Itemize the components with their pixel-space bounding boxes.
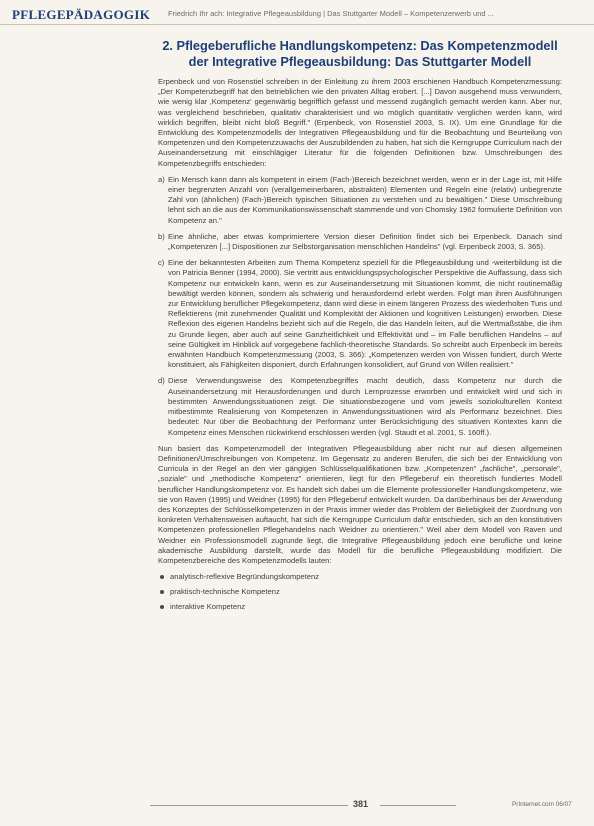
bullet-icon [160, 605, 164, 609]
article-body [158, 38, 562, 617]
bullet-text: praktisch-technische Kompetenz [170, 586, 280, 596]
definition-item-a [158, 175, 562, 226]
bullet-icon [160, 590, 164, 594]
list-item-text: Diese Verwendungsweise des Kompetenzbegriffes macht deutlich, dass Kompetenz nur durch die Auseinandersetzung mit Herausforderungen und durch Lernprozesse erworben und entwickelt wird und sich in bestimmten Anwendungssituationen zeigt. Die situationsbezogene und vom jeweils soziokulturellen Kontext mitbestimmte Realisierung von Kompetenzen in Anwendungssituationen wird als Performanz bezeichnet. Dies bedeutet: Nur über die Beobachtung der Performanz unter Berücksichtigung des situativen Kontextes kann die Kompetenz eines Menschen rückwirkend erschlossen werden (vgl. Staudt et al. 2001, S. 160ff.). [168, 376, 562, 437]
bullet-text: analytisch-reflexive Begründungskompetenz [170, 572, 320, 582]
list-item-text: Eine ähnliche, aber etwas komprimiertere Version dieser Definition findet sich bei Erpenbeck. Danach sind „Kompetenzen [...] Dispositionen zur Selbstorganisation menschlichen Handelns" (vgl. Erpenbeck 2003, S. 365). [168, 231, 562, 252]
list-item-text: Ein Mensch kann dann als kompetent in einem (Fach-)Bereich bezeichnet werden, wenn er in der Lage ist, mit Hilfe einer begrenzten Anzahl von (verallgemeinerbaren, abstrakten) Elementen und Regeln eine (relativ) unbegrenzte Zahl von (ähnlichen) (Fach-)Bereich typischen Situationen zu verstehen und zu bewältigen." Diese Umschreibung lehnt sich an die aus der Kommunikationswissenschaft stammende und von Chomsky 1962 formulierte Definition von Kompetenz an." [168, 174, 562, 225]
footer-divider [150, 805, 348, 806]
definition-item-b [158, 232, 562, 252]
bullet-icon [160, 575, 164, 579]
list-marker: b) [158, 231, 165, 241]
list-marker: a) [158, 174, 165, 184]
section-title: 2. Pflegeberufliche Handlungskompetenz: Das Kompetenzmodell der Integrative Pflegeausbildung: Das Stuttgarter Modell [162, 38, 558, 69]
journal-issue: PrInternet.com 06/07 [512, 801, 572, 808]
closing-paragraph: Nun basiert das Kompetenzmodell der Integrativen Pflegeausbildung aber nicht nur auf diesen allgemeinen Definitionen/Umschreibungen von Kompetenz. Im Gegensatz zu anderen Berufen, die sich bei der Entwicklung von Curricula in der Regel an den vier gängigen Schlüsselqualifikationen bzw. „Kompetenzen" „fachliche", „personale", „soziale" und „methodische Kompetenz" orientieren, liegt für den Pflegeberuf ein theoretisch fundiertes Modell beruflicher Handlungskompetenz vor. Es handelt sich dabei um die Elemente professioneller Handlungskompetenz, wie sie von Raven (1995) und Weidner (1995) für den Pflegeberuf entwickelt wurden. Da darüberhinaus bei der Anwendung des Konzeptes der Schlüsselkompetenzen in der Praxis immer wieder das Problem der Beliebigkeit der Zuordnung von konkreten Verhaltensweisen auftaucht, hat sich die Kerngruppe Curriculum dafür entschieden, sich an den konstitutiven Kompetenzen professionellen Pflegehandelns nach Weidner zu orientieren." Weil aber dem Modell von Raven und Weidner ein Professionsmodell zugrunde liegt, die Integrative Pflegeausbildung jedoch eine berufliche und keine akademische Ausbildung darstellt, wurde das Modell für die berufliche Pflegeausbildung modifiziert. Die Kompetenzbereiche des Kompetenzmodells lauten: [158, 443, 562, 565]
header-divider [0, 24, 594, 25]
competence-list [158, 572, 562, 612]
list-item-text: Eine der bekanntesten Arbeiten zum Thema Kompetenz speziell für die Pflegeausbildung und -weiterbildung ist die von Patricia Benner (1994, 2000). Sie vertritt aus entwicklungspsychologischer Perspektive die Auffassung, dass sich Kompetenz nur entwickeln kann, wenn es zur Auseinandersetzung mit Situationen kommt, die nicht routinemäßig bewältigt werden können, sondern als schwierig und herausfordernd erlebt werden. Folgt man ihren Ausführungen zur Entwicklung beruflicher Pflegekompetenz, dann wird diese in einem längeren Prozess des wiederholten Tuns und Reflektierens (mit zunehmender Qualität und Komplexität der Aktionen und kognitiven Leistungen) erworben. Diese Reflexion des eigenen Handelns bezieht sich auf die Regeln, die das Handeln leiten, auf die Wertmaßstäbe, die ihm zu Grunde liegen, aber auch auf seine Ganzheitlichkeit und Effektivität und – im Falle beruflichen Handelns – auf seine Gültigkeit im Hinblick auf vorgegebene fachlich-theoretische Standards. So schreibt auch Erpenbeck im bereits erwähnten Handbuch Kompetenzmessung (2003, S. 366): „Kompetenzen werden von Wissen fundiert, durch Werte konstituiert, als Fähigkeiten disponiert, durch Erfahrungen konsolidiert, auf Grund von Willen realisiert." [168, 258, 562, 370]
bullet-item [158, 602, 562, 613]
bullet-text: interaktive Kompetenz [170, 601, 246, 611]
page-number: 381 [353, 799, 369, 809]
bullet-item [158, 587, 562, 598]
list-marker: d) [158, 376, 165, 386]
running-head: Friedrich Ihr ach: Integrative Pflegeausbildung | Das Stuttgarter Modell – Kompetenzerwerb und ... [168, 9, 494, 18]
intro-paragraph: Erpenbeck und von Rosenstiel schreiben in der Einleitung zu ihrem 2003 erschienen Handbuch Kompetenzmessung: „Der Kompetenzbegriff hat den betrieblichen wie den privaten Alltag erobert. [...] Davon ausgehend muss verwundern, wie wenig klar ‚Kompetenz' gegenwärtig begrifflich gefasst und messend zugänglich gemacht werden kann. Aber nur, was vergleichend beschrieben, qualitativ charakterisiert und wo möglich quantitativ verglichen werden kann, wird wirklich begriffen, bleibt nicht bloß Begriff." (Erpenbeck, von Rosenstiel 2003, S. IX). Um eine Grundlage für die Entwicklung des Kompetenzmodells der Integrativen Pflegeausbildung und für die Beobachtung und Beurteilung von Kompetenzen und den Kompetenzzuwachs der Auszubildenden zu haben, hat sich die Kerngruppe Curriculum nach der Auseinandersetzung mit einschlägiger Literatur für die folgenden Definitionen bzw. Umschreibungen des Kompetenzbegriffs entschieden: [158, 77, 562, 168]
list-marker: c) [158, 258, 165, 268]
definition-item-d [158, 376, 562, 437]
journal-logo: PFLEGEPÄDAGOGIK [12, 7, 151, 22]
bullet-item [158, 572, 562, 583]
page-footer [0, 798, 594, 818]
definition-item-c [158, 258, 562, 370]
page-header [0, 0, 594, 26]
footer-divider [380, 805, 456, 806]
